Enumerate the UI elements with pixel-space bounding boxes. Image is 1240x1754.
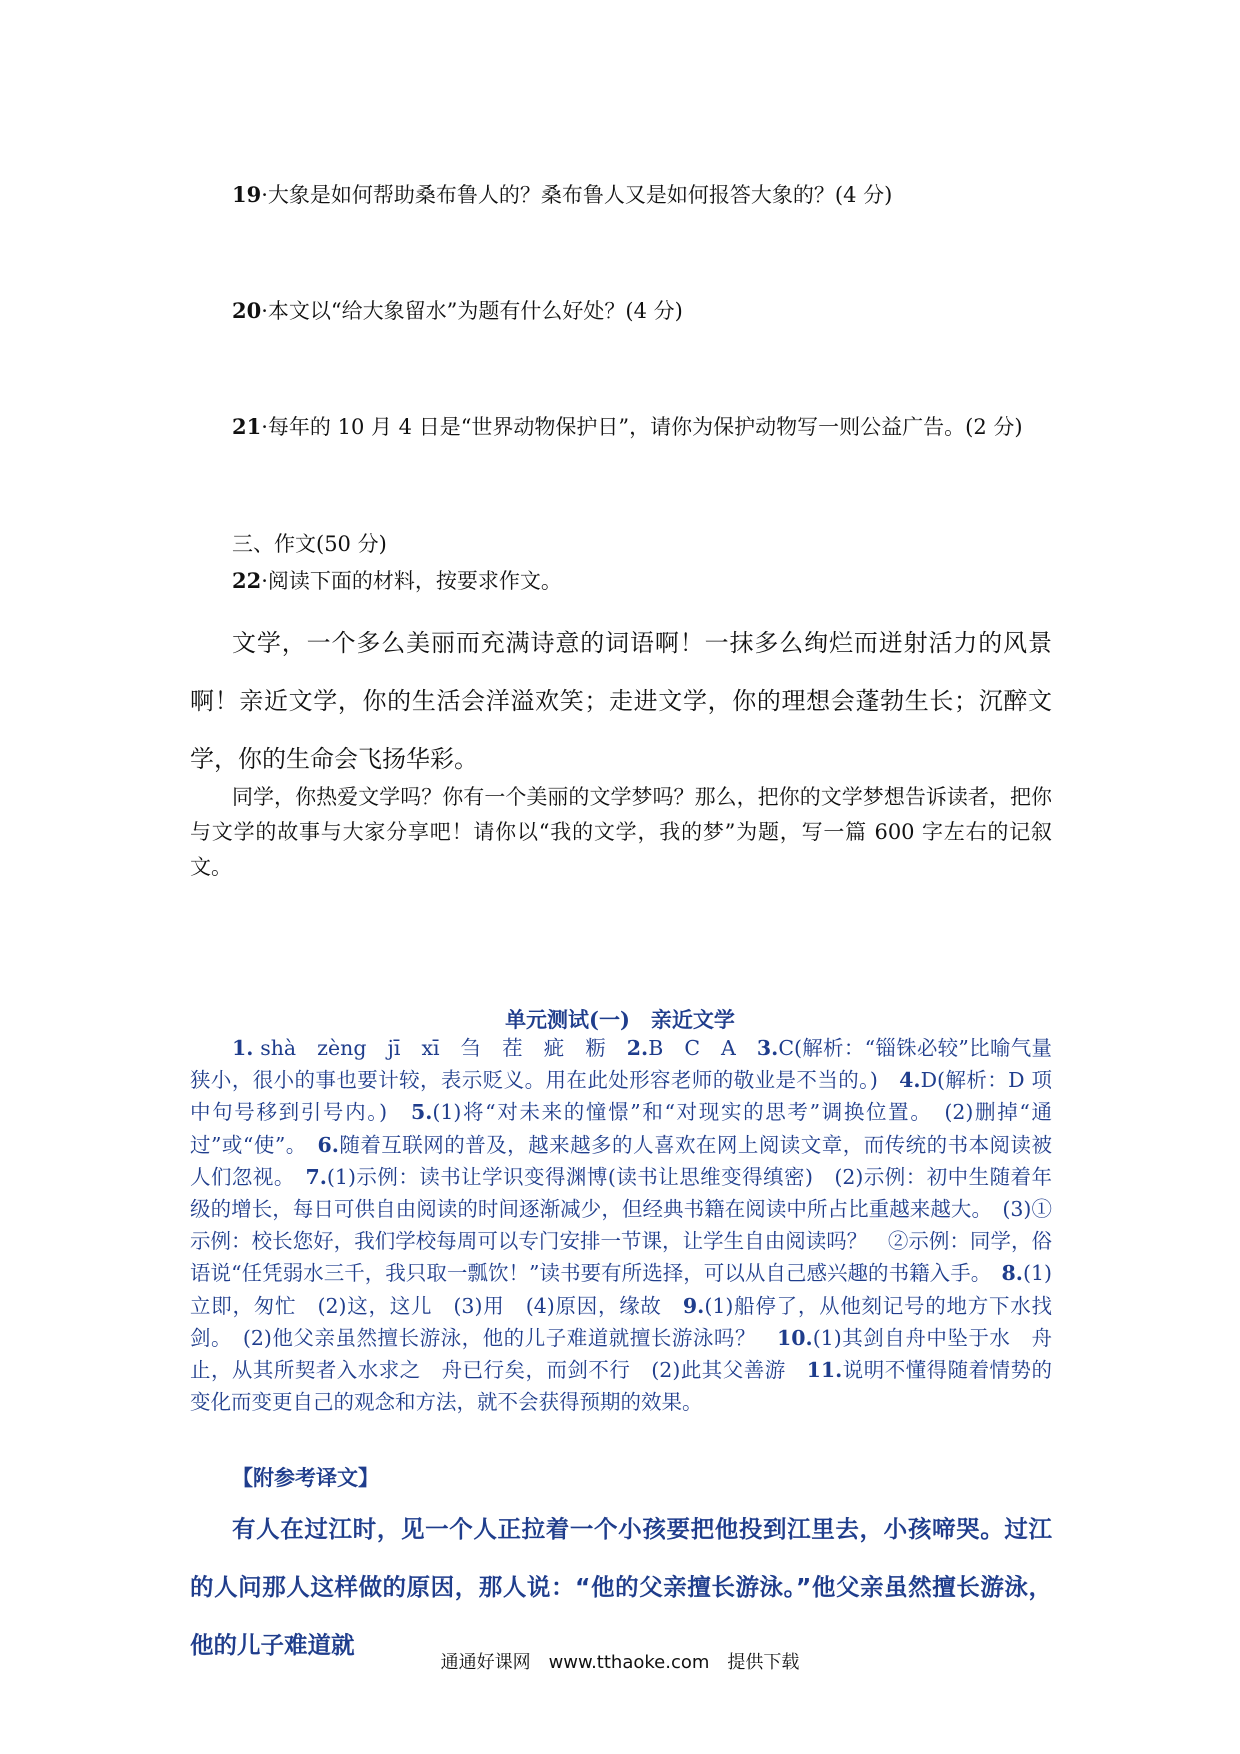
question-number: 22 xyxy=(232,568,262,593)
question-22 xyxy=(232,566,562,596)
answer-text: (1)船停了，从他刻记号的地方下水找剑。 (2)他父亲虽然擅长游泳，他的儿子难道就擅长游泳吗？ xyxy=(190,1293,1052,1350)
answer-number: 3. xyxy=(756,1036,779,1060)
writing-prompt: 同学，你热爱文学吗？你有一个美丽的文学梦吗？那么，把你的文学梦想告诉读者，把你与文学的故事与大家分享吧！请你以“我的文学，我的梦”为题，写一篇 600 字左右的记叙文。 xyxy=(190,785,1052,879)
answer-number: 1. xyxy=(232,1036,254,1060)
reference-translation: 有人在过江时，见一个人正拉着一个小孩要把他投到江里去，小孩啼哭。过江的人问那人这样做的原因，那人说：“他的父亲擅长游泳。”他父亲虽然擅长游泳，他的儿子难道就 xyxy=(190,1515,1052,1659)
question-text: ·阅读下面的材料，按要求作文。 xyxy=(261,569,562,593)
question-21 xyxy=(232,412,1023,442)
answer-text: (1)立即，匆忙 (2)这，这儿 (3)用 (4)原因，缘故 xyxy=(190,1261,1052,1318)
question-number: 20 xyxy=(232,298,262,323)
answer-key xyxy=(190,1032,1052,1418)
answer-number: 6. xyxy=(317,1132,339,1157)
answer-number: 10. xyxy=(777,1325,813,1350)
question-number: 21 xyxy=(232,414,262,439)
question-20 xyxy=(232,296,683,326)
answers-title: 单元测试(一) 亲近文学 xyxy=(505,1007,735,1032)
question-19 xyxy=(232,180,892,210)
answer-text: shà zèng jī xī 刍 茬 疵 粝 xyxy=(253,1036,627,1060)
answer-text: C(解析：“锱铢必较”比喻气量狭小，很小的事也要计较，表示贬义。用在此处形容老师的敬业是不当的。) xyxy=(190,1036,1052,1093)
answer-number: 4. xyxy=(899,1068,921,1093)
section-heading: 三、作文(50 分) xyxy=(232,532,387,556)
answer-number: 9. xyxy=(682,1293,705,1318)
answer-number: 2. xyxy=(626,1036,649,1060)
answer-number: 7. xyxy=(305,1164,327,1189)
answer-number: 11. xyxy=(806,1358,843,1383)
answer-text: (1)其剑自舟中坠于水 舟止，从其所契者入水求之 舟已行矣，而剑不行 (2)此其父善游 xyxy=(190,1325,1052,1383)
answer-text: B C A xyxy=(648,1036,757,1060)
question-text: ·大象是如何帮助桑布鲁人的？桑布鲁人又是如何报答大象的？(4 分) xyxy=(261,183,893,207)
question-number: 19 xyxy=(232,182,262,207)
answer-text: (1)将“对未来的憧憬”和“对现实的思考”调换位置。 (2)删掉“通过”或“使”。 xyxy=(190,1100,1052,1157)
appendix-heading: 【附参考译文】 xyxy=(232,1465,379,1490)
answer-text: 随着互联网的普及，越来越多的人喜欢在网上阅读文章，而传统的书本阅读被人们忽视。 xyxy=(190,1132,1052,1189)
question-text: ·每年的 10 月 4 日是“世界动物保护日”，请你为保护动物写一则公益广告。(2 分) xyxy=(261,415,1023,439)
question-text: ·本文以“给大象留水”为题有什么好处？(4 分) xyxy=(261,299,683,323)
writing-material: 文学，一个多么美丽而充满诗意的词语啊！一抹多么绚烂而迸射活力的风景啊！亲近文学，你的生活会洋溢欢笑；走进文学，你的理想会蓬勃生长；沉醉文学，你的生命会飞扬华彩。 xyxy=(190,629,1052,773)
answer-number: 8. xyxy=(1001,1261,1023,1286)
page-footer: 通通好课网 www.tthaoke.com 提供下载 xyxy=(440,1652,800,1673)
answer-text: (1)示例：读书让学识变得渊博(读书让思维变得缜密) (2)示例：初中生随着年级的增长，每日可供自由阅读的时间逐渐减少，但经典书籍在阅读中所占比重越来越大。 (3)①示例：校长您好，我们学校每周可以专门安排一节课，让学生自由阅读吗？ ②示例：同学，俗语说“任凭弱水三千，我只取一瓢饮！”读书要有所选择，可以从自己感兴趣的书籍入手。 xyxy=(190,1164,1053,1286)
answer-text: D(解析：D 项中句号移到引号内。) xyxy=(190,1068,1053,1125)
answer-number: 5. xyxy=(410,1100,433,1125)
answer-text: 说明不懂得随着情势的变化而变更自己的观念和方法，就不会获得预期的效果。 xyxy=(190,1358,1052,1415)
